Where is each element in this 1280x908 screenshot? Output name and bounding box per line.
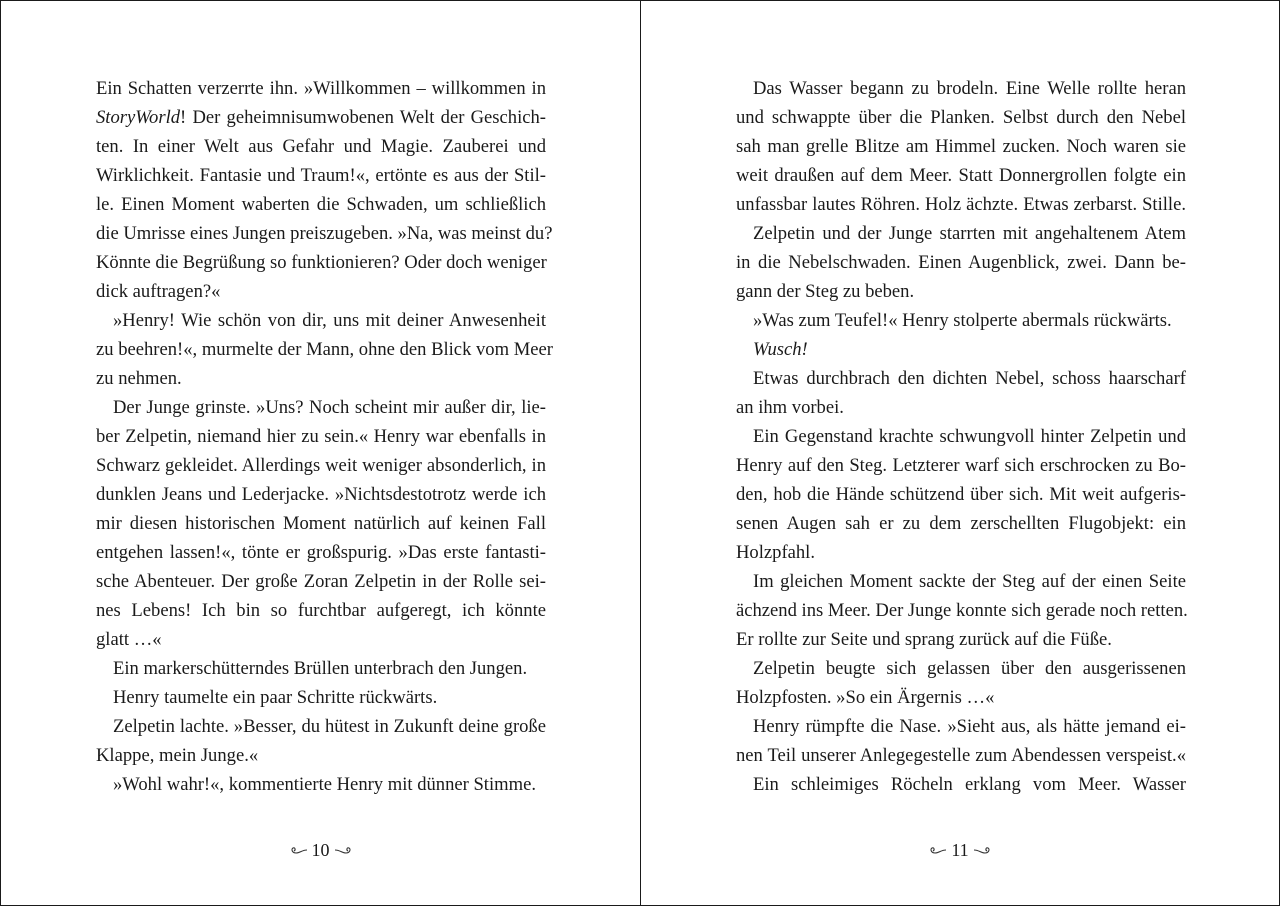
text-line: Henry rümpfte die Nase. »Sieht aus, als hätte jemand ei-	[753, 716, 1186, 737]
text-line: ber Zelpetin, niemand hier zu sein.« Henry war ebenfalls in	[96, 426, 546, 447]
text-line: »Henry! Wie schön von dir, uns mit deiner Anwesenheit	[113, 310, 546, 331]
text-line: und schwappte über die Planken. Selbst durch den Nebel	[736, 107, 1186, 128]
text-line: Holzpfahl.	[736, 542, 815, 563]
page-number: 11	[951, 839, 969, 860]
text-line: entgehen lassen!«, tönte er großspurig. »Das erste fantasti-	[96, 542, 546, 563]
text-line: Zelpetin und der Junge starrten mit angehaltenem Atem	[753, 223, 1186, 244]
swirl-right-icon	[334, 844, 356, 856]
text-line: mir diesen historischen Moment natürlich auf keinen Fall	[96, 513, 546, 534]
swirl-left-icon	[925, 844, 947, 856]
right-page-folio	[641, 835, 1279, 863]
text-line: die Umrisse eines Jungen preiszugeben. »Na, was meinst du?	[96, 223, 553, 244]
text-line: nes Lebens! Ich bin so furchtbar aufgeregt, ich könnte	[96, 600, 546, 621]
text-line: dick auftragen?«	[96, 281, 221, 302]
italic-word: StoryWorld	[96, 107, 181, 128]
text-line	[96, 103, 546, 132]
text-line: sah man grelle Blitze am Himmel zucken. Noch waren sie	[736, 136, 1186, 157]
text-line: Zelpetin beugte sich gelassen über den ausgerissenen	[753, 658, 1186, 679]
text-line: Er rollte zur Seite und sprang zurück auf die Füße.	[736, 629, 1112, 650]
text-line: Das Wasser begann zu brodeln. Eine Welle rollte heran	[753, 78, 1186, 99]
text-line: weit draußen auf dem Meer. Statt Donnergrollen folgte ein	[736, 165, 1186, 186]
text-line: in die Nebelschwaden. Einen Augenblick, zwei. Dann be-	[736, 252, 1186, 273]
right-page	[640, 0, 1280, 906]
text-line: gann der Steg zu beben.	[736, 281, 915, 302]
text-line: Ein schleimiges Röcheln erklang vom Meer. Wasser	[753, 774, 1186, 795]
text-line: Der Junge grinste. »Uns? Noch scheint mir außer dir, lie-	[113, 397, 546, 418]
text-line: Ein Gegenstand krachte schwungvoll hinter Zelpetin und	[753, 426, 1186, 447]
text-line: Etwas durchbrach den dichten Nebel, schoss haarscharf	[753, 368, 1186, 389]
text-line: Ein markerschütterndes Brüllen unterbrach den Jungen.	[113, 658, 528, 679]
left-page-folio	[1, 835, 640, 863]
text-line: Wusch!	[753, 339, 808, 360]
text-line: Holzpfosten. »So ein Ärgernis …«	[736, 687, 995, 708]
text-line: Könnte die Begrüßung so funktionieren? Oder doch weniger	[96, 252, 547, 273]
text-line: zu nehmen.	[96, 368, 182, 389]
text-line: Wirklichkeit. Fantasie und Traum!«, ertönte es aus der Stil-	[96, 165, 546, 186]
text-line: den, hob die Hände schützend über sich. Mit weit aufgeris-	[736, 484, 1186, 505]
text-line: nen Teil unserer Anlegegestelle zum Abendessen verspeist.«	[736, 745, 1186, 766]
text-line: unfassbar lautes Röhren. Holz ächzte. Etwas zerbarst. Stille.	[736, 194, 1186, 215]
text-line: Henry taumelte ein paar Schritte rückwärts.	[113, 687, 438, 708]
swirl-right-icon	[973, 844, 995, 856]
text-line: ten. In einer Welt aus Gefahr und Magie. Zauberei und	[96, 136, 546, 157]
line-rest: ! Der geheimnisumwobenen Welt der Geschich-	[180, 107, 546, 128]
text-line: senen Augen sah er zu dem zerschellten Flugobjekt: ein	[736, 513, 1186, 534]
text-line: Klappe, mein Junge.«	[96, 745, 259, 766]
text-line: Zelpetin lachte. »Besser, du hütest in Zukunft deine große	[113, 716, 546, 737]
text-line: Schwarz gekleidet. Allerdings weit weniger absonderlich, in	[96, 455, 546, 476]
text-line: »Wohl wahr!«, kommentierte Henry mit dünner Stimme.	[113, 774, 536, 795]
text-line: le. Einen Moment waberten die Schwaden, um schließlich	[96, 194, 546, 215]
swirl-left-icon	[286, 844, 308, 856]
text-line: Ein Schatten verzerrte ihn. »Willkommen – willkommen in	[96, 78, 546, 99]
text-line: Im gleichen Moment sackte der Steg auf der einen Seite	[753, 571, 1186, 592]
text-line: ächzend ins Meer. Der Junge konnte sich gerade noch retten.	[736, 600, 1188, 621]
text-line: sche Abenteuer. Der große Zoran Zelpetin in der Rolle sei-	[96, 571, 546, 592]
page-number: 10	[311, 839, 330, 860]
text-line: dunklen Jeans und Lederjacke. »Nichtsdestotrotz werde ich	[96, 484, 546, 505]
text-line: »Was zum Teufel!« Henry stolperte abermals rückwärts.	[753, 310, 1172, 331]
left-page-text	[96, 74, 553, 799]
right-page-text	[736, 74, 1186, 799]
text-line: zu beehren!«, murmelte der Mann, ohne den Blick vom Meer	[96, 339, 553, 360]
left-page	[0, 0, 641, 906]
text-line: Henry auf den Steg. Letzterer warf sich erschrocken zu Bo-	[736, 455, 1186, 476]
text-line: glatt …«	[96, 629, 162, 650]
text-line: an ihm vorbei.	[736, 397, 844, 418]
